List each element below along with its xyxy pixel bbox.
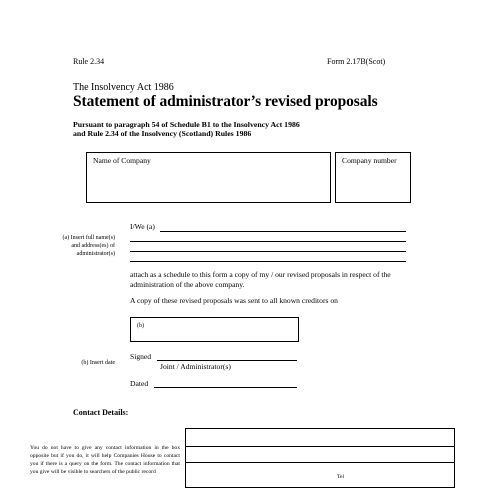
dated-label: Dated [130, 379, 149, 388]
company-name-label: Name of Company [93, 156, 151, 165]
company-number-label: Company number [342, 156, 397, 165]
signature-line[interactable] [157, 360, 297, 361]
signed-label: Signed [130, 352, 152, 361]
company-name-field[interactable] [86, 152, 331, 203]
form-number: Form 2.17B(Scot) [327, 57, 386, 66]
sent-date-field[interactable] [130, 317, 299, 342]
contact-note: You do not have to give any contact information in the box opposite but if you do, it will help Companies House to contact you if there is a query on the form. The contact information that you give will be visible to searchers of the public record [30, 445, 180, 475]
sent-date-label: (b) [137, 323, 144, 329]
contact-details-box[interactable] [185, 428, 455, 488]
page-title: Statement of administrator’s revised proposals [73, 93, 378, 110]
administrator-name-line-3[interactable] [130, 251, 406, 252]
joint-administrator-label: Joint / Administrator(s) [160, 362, 231, 371]
copy-statement: A copy of these revised proposals was sent to all known creditors on [130, 296, 338, 305]
administrator-name-line-4[interactable] [130, 261, 406, 262]
contact-row-divider-1 [186, 446, 454, 447]
attach-statement: attach as a schedule to this form a copy of my / our revised proposals in respect of the administration of the above company. [130, 270, 391, 289]
margin-note-a-line-3: administrator(s) [76, 251, 115, 257]
subtitle-line-1: Pursuant to paragraph 54 of Schedule B1 to the Insolvency Act 1986 [73, 120, 300, 129]
administrator-name-line-1[interactable] [160, 231, 406, 232]
contact-details-heading: Contact Details: [73, 408, 129, 417]
iwe-label: I/We (a) [130, 222, 155, 231]
margin-note-b: (b) Insert date [81, 360, 115, 366]
margin-note-a [55, 234, 115, 258]
margin-note-a-line-2: and address(es) of [71, 243, 115, 249]
dated-line[interactable] [154, 387, 297, 388]
subtitle [73, 120, 300, 138]
administrator-name-line-2[interactable] [130, 241, 406, 242]
tel-label: Tel [337, 474, 345, 480]
act-name: The Insolvency Act 1986 [73, 82, 174, 93]
margin-note-a-line-1: (a) Insert full name(s) [62, 235, 115, 241]
rule-label: Rule 2.34 [73, 57, 105, 66]
subtitle-line-2: and Rule 2.34 of the Insolvency (Scotland) Rules 1986 [73, 129, 252, 138]
contact-row-divider-2 [186, 462, 454, 463]
company-number-field[interactable] [335, 152, 411, 203]
